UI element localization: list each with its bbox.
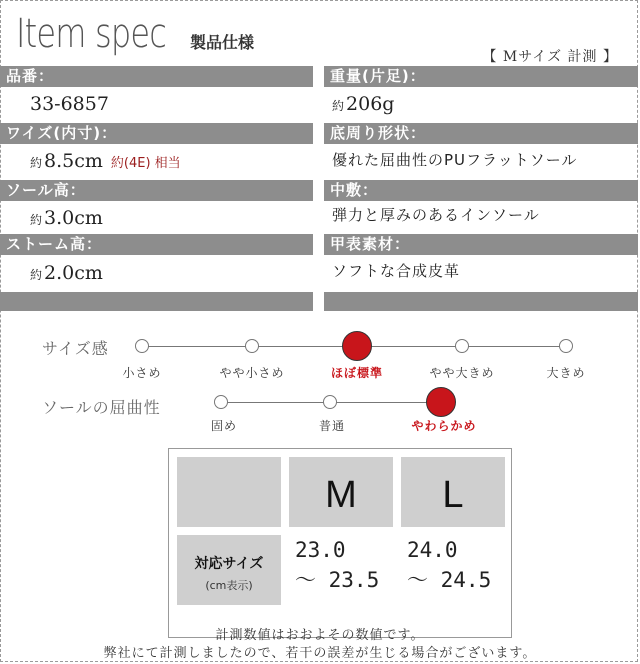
size-feel-dot-4: [455, 339, 469, 353]
spec-value-weight: 約 206g: [332, 93, 395, 115]
spec-label-width: ワイズ(内寸)：: [0, 123, 313, 144]
spec-bar-empty-right: [324, 292, 638, 311]
size-range-l: 24.0 〜 24.5: [407, 538, 492, 592]
spec-value-upper-material: ソフトな合成皮革: [332, 262, 461, 280]
footer-note-2: 弊社にて計測しましたので、若干の誤差が生じる場合がございます。: [103, 646, 537, 661]
spec-label-weight: 重量(片足)：: [324, 66, 638, 87]
spec-label-storm-height: ストーム高：: [0, 234, 313, 255]
size-feel-option-2: やや小さめ: [219, 366, 285, 380]
row-label: 対応サイズ: [194, 556, 264, 572]
footer-note-1: 計測数値はおおよその数値です。: [215, 628, 425, 643]
spec-label-item-number: 品番：: [0, 66, 313, 87]
table-corner: [177, 457, 281, 527]
spec-value-sole-shape: 優れた屈曲性のPUフラットソール: [332, 151, 578, 169]
spec-value-item-number: 33-6857: [30, 93, 109, 115]
flex-dot-3-selected: [426, 387, 456, 417]
flex-dot-1: [214, 395, 228, 409]
size-header-m: M: [289, 457, 393, 527]
size-feel-option-4: やや大きめ: [429, 366, 495, 380]
spec-label-sole-shape: 底周り形状：: [324, 123, 638, 144]
size-header-l: L: [401, 457, 505, 527]
page-title: Item spec: [16, 11, 167, 57]
flex-option-3: やわらかめ: [411, 419, 477, 433]
size-feel-dot-2: [245, 339, 259, 353]
width-note: 約(4E) 相当: [110, 156, 181, 171]
row-unit: (cm表示): [205, 579, 253, 592]
spec-label-sole-height: ソール高：: [0, 180, 313, 201]
size-feel-option-3: ほぼ標準: [330, 366, 384, 380]
size-feel-dot-5: [559, 339, 573, 353]
size-range-m: 23.0 〜 23.5: [295, 538, 380, 592]
measure-note: 【 Mサイズ 計測 】: [482, 49, 618, 65]
spec-value-storm-height: 約 2.0cm: [30, 262, 103, 284]
spec-value-width: 約 8.5cm 約(4E) 相当: [30, 150, 181, 172]
size-feel-label: サイズ感: [42, 339, 109, 358]
size-table: [168, 448, 512, 638]
spec-bar-empty-left: [0, 292, 313, 311]
flex-label: ソールの屈曲性: [42, 398, 161, 417]
size-feel-dot-1: [135, 339, 149, 353]
page-subtitle: 製品仕様: [190, 33, 255, 52]
spec-label-insole: 中敷：: [324, 180, 638, 201]
flex-dot-2: [323, 395, 337, 409]
row-label-cell: [177, 535, 281, 605]
flex-option-2: 普通: [318, 419, 346, 433]
size-feel-dot-3-selected: [342, 331, 372, 361]
spec-value-insole: 弾力と厚みのあるインソール: [332, 206, 540, 224]
size-feel-option-1: 小さめ: [122, 366, 162, 380]
spec-value-sole-height: 約 3.0cm: [30, 207, 103, 229]
spec-label-upper-material: 甲表素材：: [324, 234, 638, 255]
flex-option-1: 固め: [210, 419, 238, 433]
size-feel-option-5: 大きめ: [546, 366, 586, 380]
